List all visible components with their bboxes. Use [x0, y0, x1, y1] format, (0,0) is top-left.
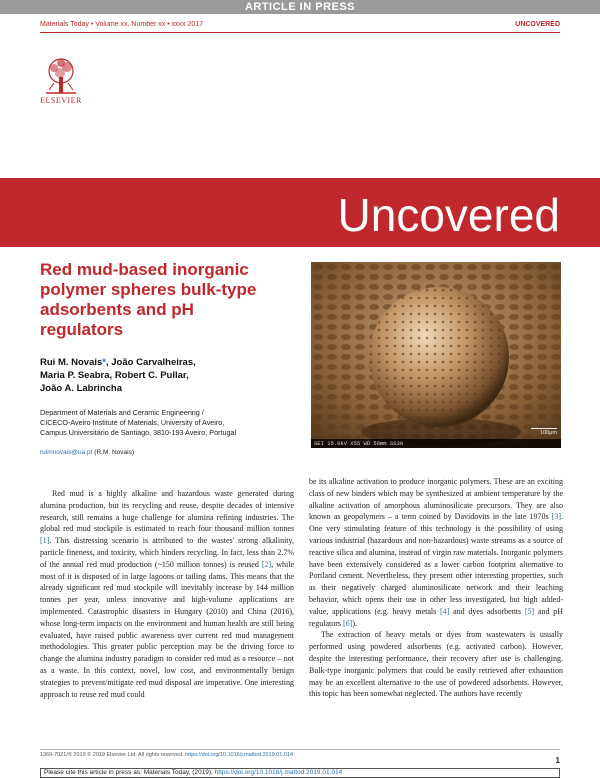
authors-line-3: João A. Labrincha [40, 383, 122, 394]
paragraph-1-continued [309, 476, 563, 629]
authors-line-2: Maria P. Seabra, Robert C. Pullar, [40, 370, 189, 381]
text-run: ). [352, 618, 357, 628]
reference-link[interactable]: [6] [343, 618, 353, 628]
text-run: , while most of it is disposed of in large lagoons or tailing dams. This means that the already significant red mud stockpile will inevitably increase by 144 million tonnes per year, unless innovative and high-volume applications are implemented. Catastrophic disasters in Hungary (2010) and China (2016), whose long-term impacts on the environment and human health are still being evaluated, have raised public awareness over current red mud management methodologies. This greater public perception may be the driving force to change the alumina industry paradigm to consider red mud as a resource – not as a waste. In this context, novel, low cost, and environmentally benign strategies to prevent/mitigate red mud disposal are imperative. One interesting approach to reuse red mud could [40, 559, 294, 699]
citation-box [40, 768, 560, 778]
paragraph-1 [40, 488, 294, 700]
reference-link[interactable]: [5] [524, 606, 535, 616]
citation-text: Please cite this article in press as: Materials Today, (2019), [44, 769, 215, 776]
email-link[interactable]: ruimnovais@ua.pt [40, 449, 93, 456]
author-list [40, 356, 290, 395]
section-label: UNCOVERED [515, 21, 560, 28]
copyright-text: 1369-7021/© 2019 © 2019 Elsevier Ltd. All rights reserved. [40, 752, 186, 758]
body-column-right [309, 476, 563, 700]
citation-doi-link[interactable]: https://doi.org/10.1016/j.mattod.2019.01.014 [214, 769, 343, 776]
authors-line-1 [40, 356, 290, 369]
header-divider [40, 32, 560, 33]
text-run: . This distressing scenario is attributed to the wastes' strong alkalinity, particle fineness, and toxicity, which hinders recycling. In fact, less than 2.7% of the annual red mud production (~150 million tonnes) is reused [40, 536, 294, 569]
text-run: Red mud is a highly alkaline and hazardous waste generated during alumina production, but its recycling and reuse, despite decades of intensive research, still remains a huge challenge for alumina refining industries. The global red mud stockpile is estimated to reach four thousand million tonnes [40, 489, 294, 534]
elsevier-logo [40, 57, 82, 105]
publisher-name: ELSEVIER [40, 96, 82, 105]
affiliation-line-2: CICECO-Aveiro Institute of Materials, University of Aveiro, [40, 418, 225, 427]
text-run: be its alkaline activation to produce inorganic polymers. These are an exciting class of new binders which may be synthesized at ambient temperature by the alkaline activation of amorphous aluminosilicate precursors. They are also known as geopolymers – a term coined by Davidovits in the late 1970s [309, 477, 563, 522]
article-in-press-banner: ARTICLE IN PRESS [0, 0, 600, 14]
reference-link[interactable]: [1] [40, 536, 50, 546]
correspondence-email [40, 449, 134, 456]
journal-info: Materials Today • Volume xx, Number xx • xxxx 2017 [40, 21, 204, 28]
text-run: and pH regulators [309, 606, 563, 628]
affiliation [40, 408, 300, 438]
sphere-image [311, 262, 561, 448]
banner-title: Uncovered [337, 189, 560, 241]
sem-micrograph [311, 262, 561, 448]
reference-link[interactable]: [4] [440, 606, 450, 616]
elsevier-tree-icon [40, 57, 82, 95]
footer-divider [40, 749, 560, 750]
reference-link[interactable]: [2] [261, 559, 272, 569]
body-column-left [40, 488, 294, 700]
text-run: . One very stimulating feature of this technology is the possibility of using various industrial (hazardous and non-hazardous) waste streams as a source of reactive silica and alumina, instead of virgin raw materials. Inorganic polymers have been extensively considered as a lower carbon footprint alternative to Portland cement. Nevertheless, they present other interesting properties, such as their negatively charged aluminosilicate network and their leaching behavior, which opens their use in other less investigated, but high added-value, applications (e.g. heavy metals [309, 512, 563, 616]
section-banner [0, 178, 600, 247]
copyright-line [40, 752, 293, 758]
article-title: Red mud-based inorganic polymer spheres bulk-type adsorbents and pH regulators [40, 260, 257, 339]
affiliation-line-1: Department of Materials and Ceramic Engineering / [40, 408, 204, 417]
authors-line-1-rest: , João Carvalheiras, [106, 357, 196, 368]
reference-link[interactable]: [3] [551, 512, 561, 522]
affiliation-line-3: Campus Universitário de Santiago, 3810-193 Aveiro, Portugal [40, 428, 237, 437]
corresponding-author-link[interactable]: * [102, 357, 106, 368]
doi-link[interactable]: https://doi.org/10.1016/j.mattod.2019.01.014 [185, 752, 294, 758]
scale-bar: 100μm [531, 428, 557, 436]
micrograph-info: SEI 15.0kV X55 WD 56mm SS30 [311, 439, 561, 448]
corresponding-author: Rui M. Novais [40, 357, 103, 368]
text-run: and dyes adsorbents [449, 606, 525, 616]
paragraph-2: The extraction of heavy metals or dyes from wastewaters is usually performed using powdered adsorbents (e.g. activated carbon). However, despite the interesting performance, their recovery after use is challenging. Bulk-type inorganic polymers that could be easily retrieved after exhaustion may be an excellent alternative to the use of powdered adsorbents. However, this topic has been somewhat neglected. The authors have recently [309, 630, 563, 699]
email-owner: (R.M. Novais) [92, 449, 135, 456]
page-number: 1 [555, 756, 560, 765]
